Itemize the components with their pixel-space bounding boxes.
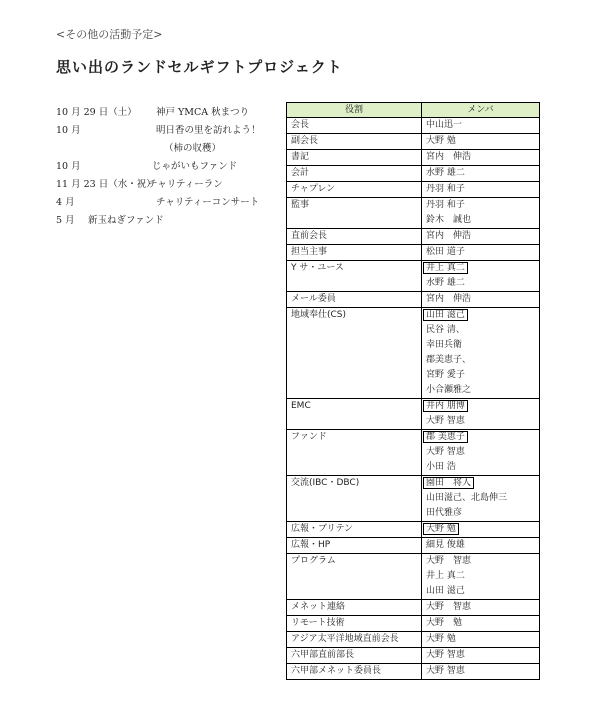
member-name-text: 郡 美恵子	[423, 431, 468, 443]
member-name	[426, 491, 535, 506]
member-name	[426, 569, 535, 584]
member-name-text: 園田 将人	[423, 477, 474, 489]
member-name	[426, 150, 535, 165]
table-row	[287, 554, 540, 600]
member-name-text: 田代雅彦	[426, 508, 463, 518]
members-cell	[422, 308, 540, 399]
member-name	[426, 308, 535, 323]
member-name-text: 大野 智恵	[426, 650, 465, 660]
role-cell: 六甲部メネット委員長	[287, 664, 422, 680]
schedule-event: 新玉ねぎファンド	[88, 215, 164, 226]
member-name-text: 大野 勉	[423, 523, 459, 535]
member-name-text: 民谷 清、	[426, 325, 465, 335]
members-cell	[422, 261, 540, 292]
member-name-text: 宮内 伸浩	[426, 294, 472, 304]
role-cell: メネット連絡	[287, 600, 422, 616]
member-name-text: 鈴木 誠也	[426, 215, 472, 225]
schedule-date: 10 月	[56, 161, 81, 172]
schedule-event: 神戸 YMCA 秋まつり	[156, 107, 250, 118]
member-name	[426, 213, 535, 228]
members-cell	[422, 166, 540, 182]
member-name	[426, 460, 535, 475]
schedule-date: 10 月	[56, 125, 81, 136]
role-cell: 地域奉仕(CS)	[287, 308, 422, 399]
role-cell: 会計	[287, 166, 422, 182]
role-cell: 広報・ブリテン	[287, 522, 422, 538]
members-cell	[422, 134, 540, 150]
member-name-text: 井内 朋博	[423, 400, 468, 412]
members-cell	[422, 600, 540, 616]
table-header-row	[287, 103, 540, 118]
schedule-event: チャリティーコンサート	[156, 197, 260, 208]
member-name-text: 大野 智恵	[426, 416, 465, 426]
members-cell	[422, 632, 540, 648]
member-name-text: 井上 真二	[426, 571, 465, 581]
member-name	[426, 616, 535, 631]
role-cell: 監事	[287, 198, 422, 229]
members-cell	[422, 538, 540, 554]
member-name-text: 山田 滋己	[426, 586, 465, 596]
member-name-text: 山田滋己、北島伸三	[426, 493, 508, 503]
table-row	[287, 664, 540, 680]
member-name-text: 大野 智恵	[426, 666, 465, 676]
table-row	[287, 600, 540, 616]
members-cell	[422, 229, 540, 245]
role-cell: 副会長	[287, 134, 422, 150]
role-cell: 書記	[287, 150, 422, 166]
member-name-text: 宮野 愛子	[426, 370, 465, 380]
table-row	[287, 182, 540, 198]
member-name	[426, 522, 535, 537]
member-name	[426, 476, 535, 491]
member-name-text: 小田 浩	[426, 462, 456, 472]
members-cell	[422, 399, 540, 430]
schedule-date: 4 月	[56, 197, 75, 208]
members-cell	[422, 648, 540, 664]
table-row	[287, 166, 540, 182]
member-name	[426, 664, 535, 679]
table-row	[287, 292, 540, 308]
member-name	[426, 600, 535, 615]
table-row	[287, 616, 540, 632]
member-name	[426, 118, 535, 133]
role-cell: アジア太平洋地域直前会長	[287, 632, 422, 648]
table-row	[287, 476, 540, 522]
member-name-text: 丹羽 和子	[426, 184, 465, 194]
members-cell	[422, 522, 540, 538]
schedule-date: 11 月 23 日（水・祝）	[56, 179, 156, 190]
header-members: メンバ	[422, 103, 540, 118]
member-name-text: 宮内 伸浩	[426, 231, 472, 241]
table-row	[287, 245, 540, 261]
member-name	[426, 368, 535, 383]
members-cell	[422, 198, 540, 229]
member-name	[426, 261, 535, 276]
member-name	[426, 430, 535, 445]
role-cell: EMC	[287, 399, 422, 430]
table-row	[287, 150, 540, 166]
table-row	[287, 134, 540, 150]
members-cell	[422, 664, 540, 680]
table-row	[287, 632, 540, 648]
table-row	[287, 118, 540, 134]
member-name	[426, 353, 535, 368]
member-name-text: 幸田兵衛	[426, 340, 463, 350]
member-name	[426, 245, 535, 260]
member-name-text: 大野 智恵	[426, 602, 472, 612]
member-name-text: 山田 滋己	[423, 309, 468, 321]
role-cell: リモート技術	[287, 616, 422, 632]
role-cell: メール委員	[287, 292, 422, 308]
member-name	[426, 414, 535, 429]
table-row	[287, 229, 540, 245]
role-cell: ファンド	[287, 430, 422, 476]
member-name	[426, 383, 535, 398]
member-name	[426, 506, 535, 521]
table-row	[287, 522, 540, 538]
member-name	[426, 538, 535, 553]
members-cell	[422, 430, 540, 476]
member-name	[426, 229, 535, 244]
table-row	[287, 308, 540, 399]
member-name	[426, 292, 535, 307]
member-name	[426, 648, 535, 663]
member-name	[426, 584, 535, 599]
member-name-text: 水野 雄二	[426, 278, 465, 288]
members-cell	[422, 476, 540, 522]
role-cell: 直前会長	[287, 229, 422, 245]
member-name-text: 大野 勉	[426, 136, 456, 146]
member-name	[426, 632, 535, 647]
schedule-event: 明日香の里を訪れよう！	[156, 125, 261, 136]
schedule-event: （柿の収穫）	[164, 143, 222, 154]
members-cell	[422, 182, 540, 198]
role-cell: 交流(IBC・DBC)	[287, 476, 422, 522]
members-cell	[422, 118, 540, 134]
table-row	[287, 648, 540, 664]
member-name-text: 宮内 伸浩	[426, 152, 472, 162]
member-name-text: 中山迅一	[426, 120, 463, 130]
member-name-text: 郡美恵子、	[426, 355, 472, 365]
member-name-text: 大野 智恵	[426, 556, 472, 566]
member-name	[426, 134, 535, 149]
member-name-text: 水野 雄二	[426, 168, 465, 178]
members-cell	[422, 292, 540, 308]
member-name	[426, 445, 535, 460]
member-name-text: 大野 智恵	[426, 447, 465, 457]
member-name	[426, 198, 535, 213]
member-name	[426, 323, 535, 338]
table-row	[287, 538, 540, 554]
role-cell: Y サ・ユース	[287, 261, 422, 292]
members-cell	[422, 245, 540, 261]
member-name-text: 丹羽 和子	[426, 200, 465, 210]
schedule-event: チャリティーラン	[148, 179, 223, 190]
member-name-text: 松田 道子	[426, 247, 465, 257]
table-row	[287, 430, 540, 476]
table-row	[287, 198, 540, 229]
role-cell: 担当主事	[287, 245, 422, 261]
schedule-date: 10 月 29 日（土）	[56, 107, 137, 118]
member-name-text: 小合瀬雅之	[426, 385, 472, 395]
member-name-text: 井上 真二	[423, 262, 468, 274]
member-name	[426, 166, 535, 181]
schedule-date: 5 月	[56, 215, 75, 226]
table-row	[287, 399, 540, 430]
members-cell	[422, 554, 540, 600]
member-name	[426, 399, 535, 414]
role-cell: 会長	[287, 118, 422, 134]
role-cell: チャプレン	[287, 182, 422, 198]
schedule-event: じゃがいもファンド	[152, 161, 238, 172]
member-name-text: 大野 勉	[426, 618, 463, 628]
member-name	[426, 182, 535, 197]
table-row	[287, 261, 540, 292]
members-cell	[422, 616, 540, 632]
member-name	[426, 276, 535, 291]
page-title: 思い出のランドセルギフトプロジェクト	[56, 58, 343, 76]
role-cell: プログラム	[287, 554, 422, 600]
roster-table	[286, 102, 540, 680]
member-name	[426, 554, 535, 569]
member-name	[426, 338, 535, 353]
member-name-text: 大野 勉	[426, 634, 456, 644]
member-name-text: 細見 俊雄	[426, 540, 465, 550]
role-cell: 広報・HP	[287, 538, 422, 554]
section-subtitle: <その他の活動予定>	[56, 28, 163, 41]
header-role: 役割	[287, 103, 422, 118]
role-cell: 六甲部直前部長	[287, 648, 422, 664]
members-cell	[422, 150, 540, 166]
